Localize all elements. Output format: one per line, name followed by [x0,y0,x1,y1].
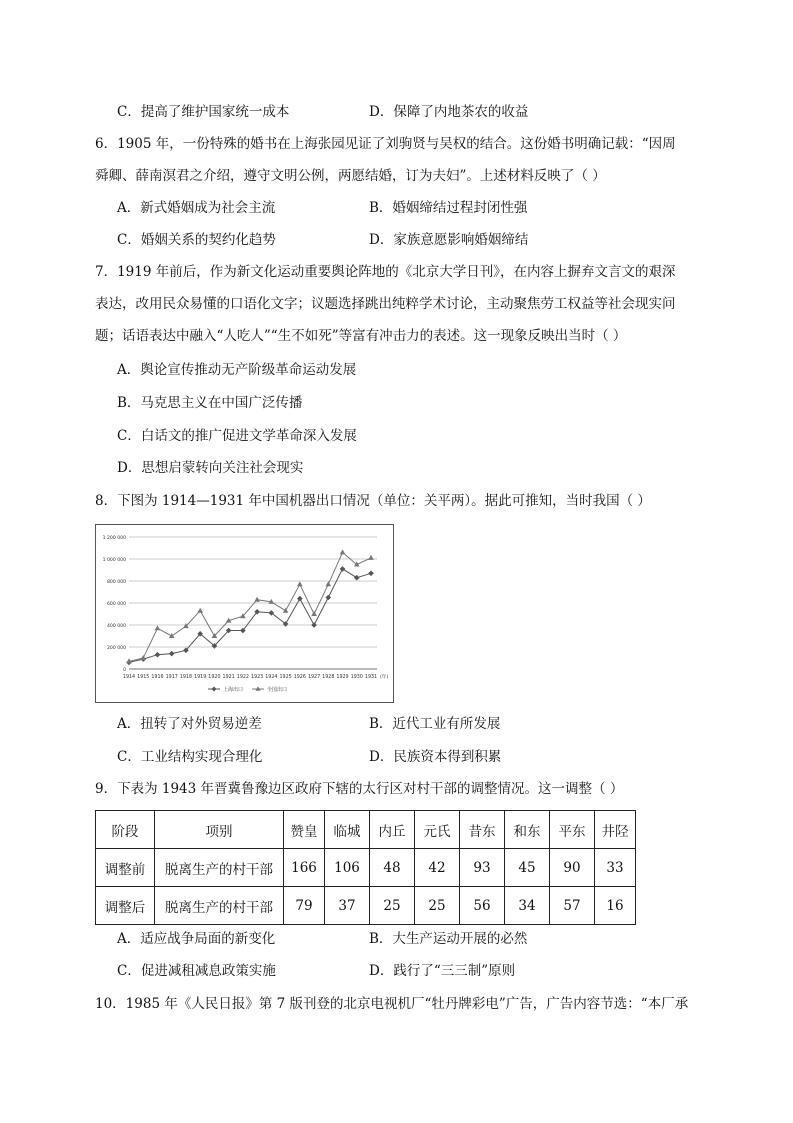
q6-stem-line-1: 6．1905 年，一份特殊的婚书在上海张园见证了刘驹贤与吴权的结合。这份婚书明确记载：“因周 [95,136,676,152]
table-cell: 脱离生产的村干部 [155,887,284,925]
data-point-triangle [155,625,161,630]
q8-option-c: C．工业结构实现合理化 [117,749,263,765]
y-tick-label: 1 200 000 [102,536,126,541]
x-tick-label: 1927 [307,675,321,680]
table-header-cell: 项别 [155,811,284,849]
legend-label: 上海出口 [223,687,244,693]
x-tick-label: 1919 [194,675,207,680]
data-point-diamond [311,622,317,628]
q7-stem-line-3: 题；话语表达中融入“人吃人”“生不如死”等富有冲击力的表述。这一现象反映出当时（ ） [95,328,627,344]
data-point-triangle [311,611,317,616]
table-cell: 42 [415,849,460,887]
q6-option-b: B．婚姻缔结过程封闭性强 [369,200,528,216]
q6-option-c: C．婚姻关系的契约化趋势 [117,232,276,248]
x-tick-label: 1924 [265,675,278,680]
data-point-triangle [197,608,203,613]
q7-stem-line-2: 表达，改用民众易懂的口语化文字；议题选择跳出纯粹学术讨论，主动聚焦劳工权益等社会现实问 [95,296,676,312]
table-header-cell: 阶段 [96,811,155,849]
table-cell: 48 [370,849,415,887]
table-header-cell: 昔东 [460,811,505,849]
data-point-triangle [340,549,346,554]
series-line [129,569,371,663]
x-tick-label: 1916 [151,675,164,680]
x-tick-label: 1914 [122,675,136,680]
legend-label: 全国出口 [267,687,288,693]
table-cell: 57 [550,887,595,925]
x-tick-label: 1917 [165,675,178,680]
q6-option-d: D．家族意愿影响婚姻缔结 [369,232,529,248]
x-tick-label: 1923 [251,675,264,680]
q8-option-b: B．近代工业有所发展 [369,716,501,732]
table-row [96,849,636,887]
q7-option-b: B．马克思主义在中国广泛传播 [117,395,303,411]
x-tick-label: 1915 [137,675,150,680]
y-tick-label: 400 000 [107,624,126,629]
x-tick-label: 1930 [350,675,363,680]
q9-option-c: C．促进减租减息政策实施 [117,963,276,979]
q7-option-c: C．白话文的推广促进文学革命深入发展 [117,428,357,444]
q7-option-a: A．舆论宣传推动无产阶级革命运动发展 [117,362,357,378]
y-tick-label: 1 000 000 [102,558,126,563]
table-cell: 调整前 [96,849,155,887]
table-header-cell: 临城 [325,811,370,849]
table-cell: 166 [284,849,325,887]
x-tick-label: 1925 [279,675,292,680]
q6-option-a: A．新式婚姻成为社会主流 [117,200,276,216]
table-header-cell: 内丘 [370,811,415,849]
x-tick-label: 1922 [236,675,249,680]
q7-stem-line-1: 7．1919 年前后，作为新文化运动重要舆论阵地的《北京大学日刊》，在内容上摒弃文言文的艰深 [95,264,676,280]
data-point-triangle [254,597,260,602]
y-tick-label: 200 000 [107,646,126,651]
table-header-cell: 赞皇 [284,811,325,849]
table-header-row [96,811,636,849]
q9-option-b: B．大生产运动开展的必然 [369,931,528,947]
table-row [96,887,636,925]
q8-option-a: A．扭转了对外贸易逆差 [117,716,262,732]
q8-stem-line-1: 8．下图为 1914—1931 年中国机器出口情况（单位：关平两）。据此可推知，当时我国（ ） [95,493,651,509]
q10-stem-line-1: 10．1985 年《人民日报》第 7 版刊登的北京电视机厂“牡丹牌彩电”广告，广告内容节选：“本厂承 [95,996,689,1012]
data-point-triangle [297,581,303,586]
q5-option-d: D．保障了内地茶农的收益 [369,104,529,120]
x-tick-label: 1920 [208,675,221,680]
table-cell: 34 [505,887,550,925]
table-cell: 106 [325,849,370,887]
data-point-diamond [297,596,303,602]
q6-stem-line-2: 舜卿、薛南溟君之介绍，遵守文明公例，两愿结婚，订为夫妇”。上述材料反映了（ ） [95,168,606,184]
data-point-triangle [140,655,146,660]
data-point-diamond [169,651,175,657]
table-cell: 45 [505,849,550,887]
q9-stem-line-1: 9．下表为 1943 年晋冀鲁豫边区政府下辖的太行区对村干部的调整情况。这一调整（ ） [95,781,624,797]
table-cell: 脱离生产的村干部 [155,849,284,887]
data-point-diamond [354,575,360,581]
machine-export-chart [95,524,394,703]
x-tick-label: 1926 [293,675,306,680]
q8-option-d: D．民族资本得到积累 [369,749,502,765]
x-tick-label: 1931 [364,675,378,680]
data-point-triangle [368,555,374,560]
table-cell: 调整后 [96,887,155,925]
table-header-cell: 元氏 [415,811,460,849]
data-point-triangle [325,581,331,586]
table-cell: 93 [460,849,505,887]
q9-option-a: A．适应战争局面的新变化 [117,931,276,947]
x-tick-label: 1928 [322,675,335,680]
series-line [129,552,371,661]
table-cell: 25 [370,887,415,925]
data-point-diamond [340,566,346,572]
legend-marker [212,687,217,692]
table-cell: 56 [460,887,505,925]
q5-option-c: C．提高了维护国家统一成本 [117,104,290,120]
table-cell: 79 [284,887,325,925]
cadre-adjustment-table [95,810,636,925]
table-header-cell: 平东 [550,811,595,849]
x-unit-label: (年) [380,675,389,680]
data-point-triangle [283,608,289,613]
data-point-diamond [325,595,331,601]
table-cell: 90 [550,849,595,887]
data-point-diamond [368,571,374,577]
table-header-cell: 井陉 [595,811,636,849]
table-cell: 16 [595,887,636,925]
q9-option-d: D．践行了“三三制”原则 [369,963,516,979]
q7-option-d: D．思想启蒙转向关注社会现实 [117,460,304,476]
y-tick-label: 800 000 [107,580,126,585]
x-tick-label: 1918 [179,675,193,680]
table-cell: 33 [595,849,636,887]
table-header-cell: 和东 [505,811,550,849]
y-tick-label: 0 [123,668,126,673]
table-cell: 25 [415,887,460,925]
table-cell: 37 [325,887,370,925]
y-tick-label: 600 000 [107,602,126,607]
x-tick-label: 1929 [336,675,349,680]
data-point-diamond [155,652,161,658]
x-tick-label: 1921 [222,675,235,680]
